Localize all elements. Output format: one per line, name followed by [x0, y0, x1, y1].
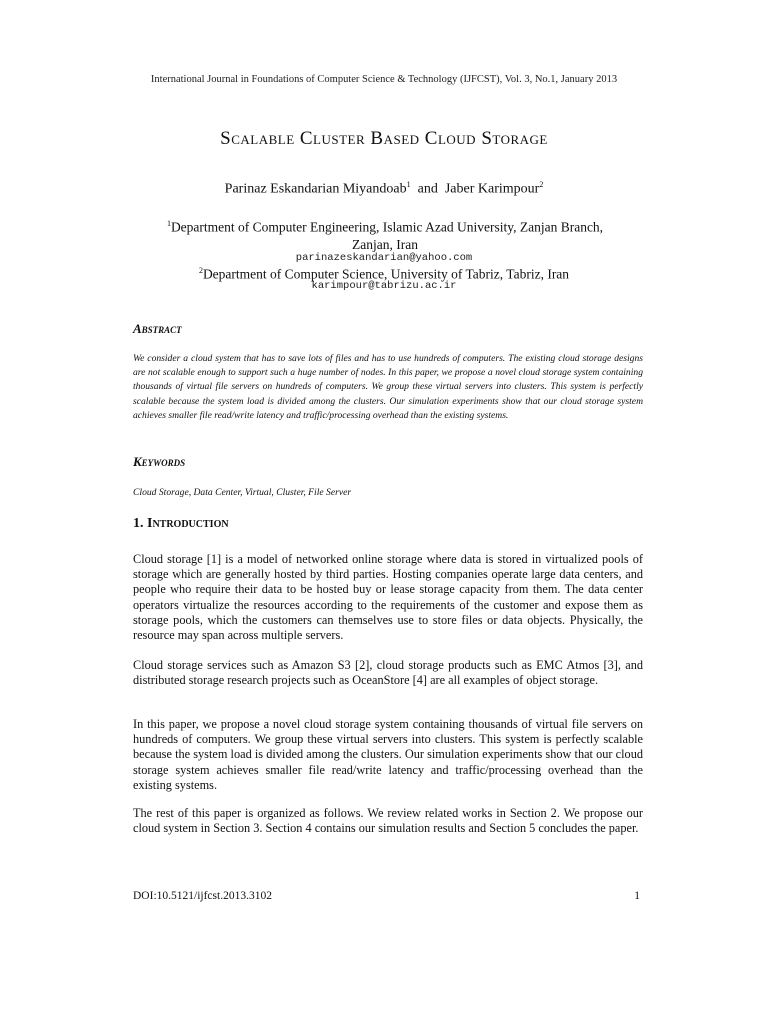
author-line: [0, 180, 768, 198]
abstract-text: We consider a cloud system that has to save lots of files and has to use hundreds of computers. The existing cloud storage designs are not scalable enough to support such a huge number of nodes. In this paper, we propose a novel cloud storage system containing thousands of virtual file servers on hundreds of computers. We group these virtual servers into clusters. This system is perfectly scalable because the system load is divided among the clusters. Our simulation experiments show that our cloud storage system achieves smaller file read/write latency and traffic/processing overhead than the existing systems.: [133, 353, 643, 421]
keywords-heading: Keywords: [133, 454, 186, 469]
footer-doi: DOI:10.5121/ijfcst.2013.3102: [133, 890, 272, 902]
introduction-heading: 1. Introduction: [133, 516, 229, 531]
intro-paragraph-3: In this paper, we propose a novel cloud storage system containing thousands of virtual file servers on hundreds of computers. We group these virtual servers into clusters. This system is perfectly scalable because the system load is divided among the clusters. Our simulation experiments show that our cloud storage system achieves smaller file read/write latency and traffic/processing overhead than the existing systems.: [133, 717, 643, 792]
author-2-marker: 2: [539, 180, 544, 189]
running-head: International Journal in Foundations of Computer Science & Technology (IJFCST), Vol. 3, No.1, January 2013: [150, 74, 618, 85]
affiliation-2-email: karimpour@tabrizu.ac.ir: [311, 280, 457, 292]
author-1-name: Parinaz Eskandarian Miyandoab: [224, 181, 407, 197]
abstract-heading: Abstract: [133, 321, 182, 336]
intro-paragraph-2: Cloud storage services such as Amazon S3 [2], cloud storage products such as EMC Atmos [3], and distributed storage research projects such as OceanStore [4] are all examples of object storage.: [133, 658, 643, 688]
page-number: 1: [634, 890, 640, 902]
affiliation-1-email: parinazeskandarian@yahoo.com: [295, 252, 473, 264]
author-conjunction: and: [417, 181, 438, 197]
affiliation-1-text: Department of Computer Engineering, Islamic Azad University, Zanjan Branch, Zanjan, Iran: [170, 219, 604, 252]
author-2-name: Jaber Karimpour: [444, 181, 540, 197]
intro-paragraph-4: The rest of this paper is organized as follows. We review related works in Section 2. We propose our cloud system in Section 3. Section 4 contains our simulation results and Section 5 concludes the paper.: [133, 806, 643, 836]
author-1-marker: 1: [406, 180, 411, 189]
keywords-text: Cloud Storage, Data Center, Virtual, Cluster, File Server: [133, 487, 352, 498]
affiliation-1-marker: 1: [166, 219, 171, 228]
affiliation-2-marker: 2: [198, 266, 203, 275]
paper-title: Scalable Cluster Based Cloud Storage: [220, 128, 548, 149]
intro-paragraph-1: Cloud storage [1] is a model of networked online storage where data is stored in virtualized pools of storage which are generally hosted by third parties. Hosting companies operate large data centers, and people who require their data to be hosted buy or lease storage capacity from them. The data center operators virtualize the resources according to the requirements of the customer and expose them as storage pools, which the customers can themselves use to store files or data objects. Physically, the resource may span across multiple servers.: [133, 552, 643, 643]
affiliation-1: [150, 215, 620, 253]
affiliation-2-text: Department of Computer Science, University of Tabriz, Tabriz, Iran: [202, 266, 570, 282]
